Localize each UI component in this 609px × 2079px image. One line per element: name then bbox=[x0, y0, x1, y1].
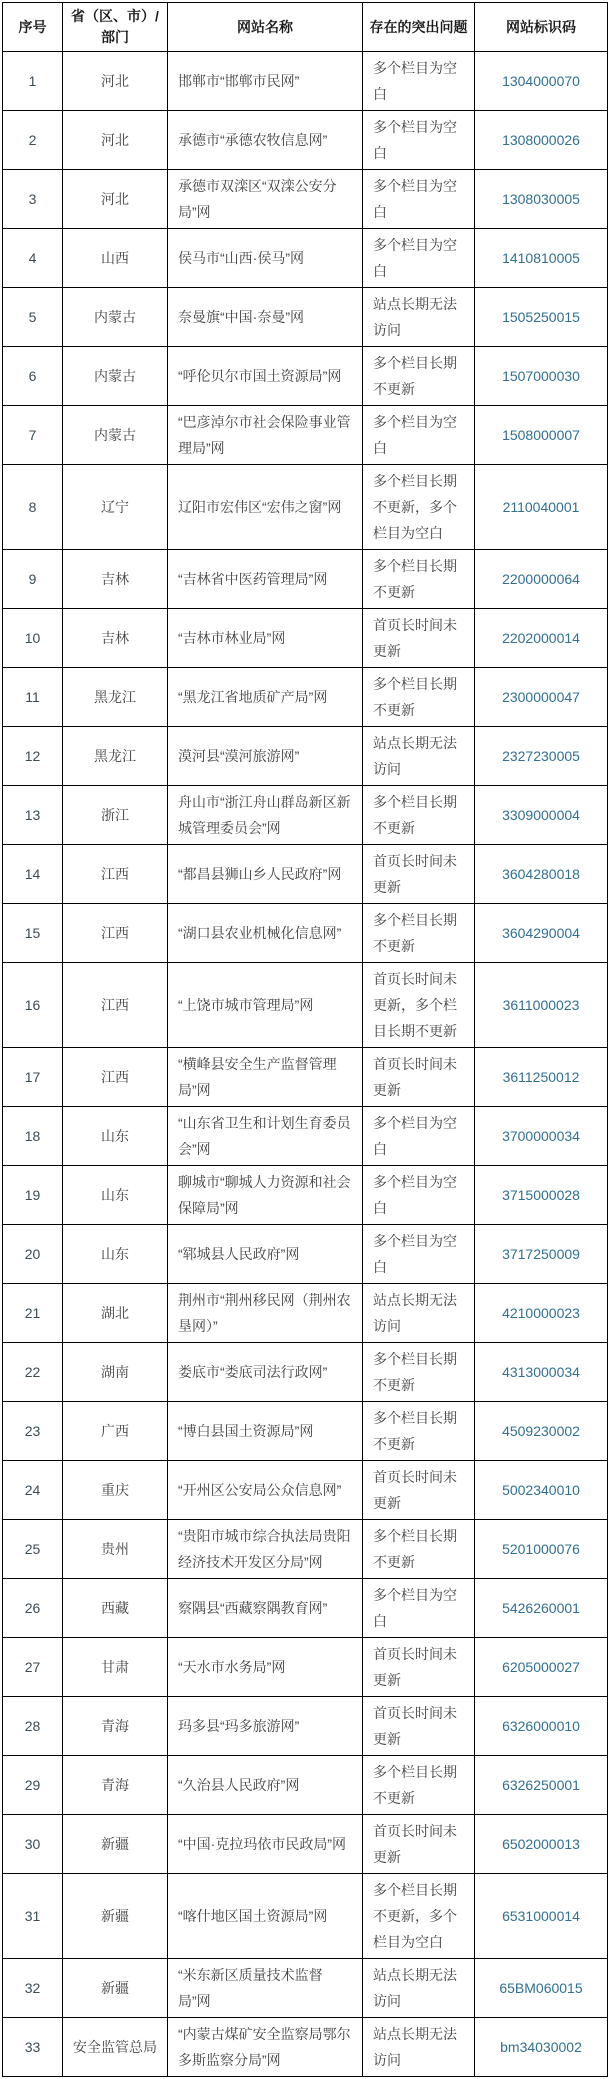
problem-cell: 首页长时间未更新 bbox=[363, 1638, 475, 1697]
site-code-cell: 1505250015 bbox=[475, 288, 608, 347]
site-name-cell: “天水市水务局”网 bbox=[168, 1638, 363, 1697]
table-row bbox=[3, 668, 608, 727]
table-row bbox=[3, 1461, 608, 1520]
table-row bbox=[3, 845, 608, 904]
table-row bbox=[3, 1959, 608, 2018]
site-code-cell: 5426260001 bbox=[475, 1579, 608, 1638]
site-code-cell: 1304000070 bbox=[475, 52, 608, 111]
table-row bbox=[3, 288, 608, 347]
table-row bbox=[3, 229, 608, 288]
problem-cell: 多个栏目长期不更新 bbox=[363, 904, 475, 963]
row-number-cell: 19 bbox=[3, 1166, 63, 1225]
table-row bbox=[3, 1048, 608, 1107]
row-number-cell: 6 bbox=[3, 347, 63, 406]
row-number-cell: 24 bbox=[3, 1461, 63, 1520]
site-code-cell: 3717250009 bbox=[475, 1225, 608, 1284]
region-cell: 贵州 bbox=[63, 1520, 168, 1579]
region-cell: 新疆 bbox=[63, 1874, 168, 1959]
row-number-cell: 22 bbox=[3, 1343, 63, 1402]
problem-cell: 首页长时间未更新 bbox=[363, 609, 475, 668]
site-code-cell: 4313000034 bbox=[475, 1343, 608, 1402]
site-code-cell: 1308000026 bbox=[475, 111, 608, 170]
site-code-cell: bm34030002 bbox=[475, 2018, 608, 2077]
col-header-site-code: 网站标识码 bbox=[475, 3, 608, 52]
region-cell: 内蒙古 bbox=[63, 406, 168, 465]
row-number-cell: 2 bbox=[3, 111, 63, 170]
site-name-cell: 承德市双滦区“双滦公安分局”网 bbox=[168, 170, 363, 229]
row-number-cell: 13 bbox=[3, 786, 63, 845]
region-cell: 青海 bbox=[63, 1697, 168, 1756]
row-number-cell: 10 bbox=[3, 609, 63, 668]
problem-cell: 多个栏目长期不更新 bbox=[363, 347, 475, 406]
site-name-cell: “吉林市林业局”网 bbox=[168, 609, 363, 668]
region-cell: 新疆 bbox=[63, 1815, 168, 1874]
problem-cell: 站点长期无法访问 bbox=[363, 727, 475, 786]
site-code-cell: 3309000004 bbox=[475, 786, 608, 845]
site-name-cell: “内蒙古煤矿安全监察局鄂尔多斯监察分局”网 bbox=[168, 2018, 363, 2077]
region-cell: 安全监管总局 bbox=[63, 2018, 168, 2077]
problem-cell: 站点长期无法访问 bbox=[363, 1959, 475, 2018]
table-row bbox=[3, 1697, 608, 1756]
region-cell: 江西 bbox=[63, 963, 168, 1048]
row-number-cell: 33 bbox=[3, 2018, 63, 2077]
row-number-cell: 8 bbox=[3, 465, 63, 550]
site-name-cell: “呼伦贝尔市国土资源局”网 bbox=[168, 347, 363, 406]
row-number-cell: 31 bbox=[3, 1874, 63, 1959]
col-header-problem: 存在的突出问题 bbox=[363, 3, 475, 52]
region-cell: 内蒙古 bbox=[63, 347, 168, 406]
site-name-cell: 舟山市“浙江舟山群岛新区新城管理委员会”网 bbox=[168, 786, 363, 845]
row-number-cell: 28 bbox=[3, 1697, 63, 1756]
site-name-cell: “湖口县农业机械化信息网” bbox=[168, 904, 363, 963]
region-cell: 甘肃 bbox=[63, 1638, 168, 1697]
region-cell: 重庆 bbox=[63, 1461, 168, 1520]
row-number-cell: 29 bbox=[3, 1756, 63, 1815]
row-number-cell: 9 bbox=[3, 550, 63, 609]
problem-cell: 站点长期无法访问 bbox=[363, 2018, 475, 2077]
site-code-cell: 6326000010 bbox=[475, 1697, 608, 1756]
region-cell: 山东 bbox=[63, 1166, 168, 1225]
site-name-cell: 漠河县“漠河旅游网” bbox=[168, 727, 363, 786]
site-code-cell: 2327230005 bbox=[475, 727, 608, 786]
row-number-cell: 14 bbox=[3, 845, 63, 904]
table-row bbox=[3, 727, 608, 786]
site-name-cell: 辽阳市宏伟区“宏伟之窗”网 bbox=[168, 465, 363, 550]
site-name-cell: “巴彦淖尔市社会保险事业管理局”网 bbox=[168, 406, 363, 465]
site-name-cell: 承德市“承德农牧信息网” bbox=[168, 111, 363, 170]
table-row bbox=[3, 465, 608, 550]
row-number-cell: 1 bbox=[3, 52, 63, 111]
region-cell: 浙江 bbox=[63, 786, 168, 845]
site-name-cell: 察隅县“西藏察隅教育网” bbox=[168, 1579, 363, 1638]
region-cell: 黑龙江 bbox=[63, 668, 168, 727]
site-code-cell: 5002340010 bbox=[475, 1461, 608, 1520]
site-name-cell: “开州区公安局公众信息网” bbox=[168, 1461, 363, 1520]
row-number-cell: 17 bbox=[3, 1048, 63, 1107]
site-code-cell: 3700000034 bbox=[475, 1107, 608, 1166]
table-row bbox=[3, 1402, 608, 1461]
problem-cell: 多个栏目为空白 bbox=[363, 111, 475, 170]
site-code-cell: 3611000023 bbox=[475, 963, 608, 1048]
row-number-cell: 30 bbox=[3, 1815, 63, 1874]
row-number-cell: 12 bbox=[3, 727, 63, 786]
site-code-cell: 3604280018 bbox=[475, 845, 608, 904]
region-cell: 山东 bbox=[63, 1107, 168, 1166]
region-cell: 江西 bbox=[63, 904, 168, 963]
site-code-cell: 2200000064 bbox=[475, 550, 608, 609]
region-cell: 湖北 bbox=[63, 1284, 168, 1343]
row-number-cell: 16 bbox=[3, 963, 63, 1048]
table-row bbox=[3, 1107, 608, 1166]
row-number-cell: 32 bbox=[3, 1959, 63, 2018]
site-name-cell: “黑龙江省地质矿产局”网 bbox=[168, 668, 363, 727]
site-name-cell: “博白县国土资源局”网 bbox=[168, 1402, 363, 1461]
problem-cell: 多个栏目长期不更新 bbox=[363, 1343, 475, 1402]
row-number-cell: 15 bbox=[3, 904, 63, 963]
table-row bbox=[3, 609, 608, 668]
problem-cell: 多个栏目为空白 bbox=[363, 229, 475, 288]
problem-cell: 多个栏目长期不更新 bbox=[363, 1520, 475, 1579]
region-cell: 江西 bbox=[63, 1048, 168, 1107]
table-row bbox=[3, 406, 608, 465]
site-code-cell: 2300000047 bbox=[475, 668, 608, 727]
region-cell: 西藏 bbox=[63, 1579, 168, 1638]
table-row bbox=[3, 1225, 608, 1284]
table-row bbox=[3, 963, 608, 1048]
problem-cell: 首页长时间未更新 bbox=[363, 1697, 475, 1756]
row-number-cell: 11 bbox=[3, 668, 63, 727]
site-name-cell: “吉林省中医药管理局”网 bbox=[168, 550, 363, 609]
row-number-cell: 7 bbox=[3, 406, 63, 465]
site-code-cell: 6531000014 bbox=[475, 1874, 608, 1959]
table-row bbox=[3, 111, 608, 170]
table-row bbox=[3, 550, 608, 609]
problem-cell: 多个栏目长期不更新，多个栏目为空白 bbox=[363, 465, 475, 550]
row-number-cell: 21 bbox=[3, 1284, 63, 1343]
site-code-cell: 3611250012 bbox=[475, 1048, 608, 1107]
region-cell: 广西 bbox=[63, 1402, 168, 1461]
row-number-cell: 4 bbox=[3, 229, 63, 288]
row-number-cell: 3 bbox=[3, 170, 63, 229]
site-name-cell: 荆州市“荆州移民网（荆州农垦网）” bbox=[168, 1284, 363, 1343]
site-name-cell: “米东新区质量技术监督局”网 bbox=[168, 1959, 363, 2018]
problem-cell: 多个栏目为空白 bbox=[363, 1579, 475, 1638]
problem-cell: 多个栏目为空白 bbox=[363, 52, 475, 111]
site-name-cell: “久治县人民政府”网 bbox=[168, 1756, 363, 1815]
table-row bbox=[3, 1520, 608, 1579]
row-number-cell: 23 bbox=[3, 1402, 63, 1461]
site-code-cell: 6502000013 bbox=[475, 1815, 608, 1874]
table-row bbox=[3, 1756, 608, 1815]
site-name-cell: “郓城县人民政府”网 bbox=[168, 1225, 363, 1284]
site-code-cell: 4210000023 bbox=[475, 1284, 608, 1343]
table-row bbox=[3, 1579, 608, 1638]
col-header-number: 序号 bbox=[3, 3, 63, 52]
site-code-cell: 3604290004 bbox=[475, 904, 608, 963]
problem-cell: 站点长期无法访问 bbox=[363, 1284, 475, 1343]
table-row bbox=[3, 786, 608, 845]
region-cell: 青海 bbox=[63, 1756, 168, 1815]
region-cell: 山东 bbox=[63, 1225, 168, 1284]
table-row bbox=[3, 1343, 608, 1402]
region-cell: 河北 bbox=[63, 170, 168, 229]
region-cell: 河北 bbox=[63, 111, 168, 170]
site-name-cell: “贵阳市城市综合执法局贵阳经济技术开发区分局”网 bbox=[168, 1520, 363, 1579]
site-name-cell: 侯马市“山西·侯马”网 bbox=[168, 229, 363, 288]
website-problems-table bbox=[2, 2, 608, 2077]
problem-cell: 多个栏目长期不更新 bbox=[363, 668, 475, 727]
problem-cell: 站点长期无法访问 bbox=[363, 288, 475, 347]
region-cell: 新疆 bbox=[63, 1959, 168, 2018]
problem-cell: 多个栏目为空白 bbox=[363, 406, 475, 465]
site-name-cell: “上饶市城市管理局”网 bbox=[168, 963, 363, 1048]
site-name-cell: 奈曼旗“中国·奈曼”网 bbox=[168, 288, 363, 347]
site-code-cell: 2110040001 bbox=[475, 465, 608, 550]
region-cell: 辽宁 bbox=[63, 465, 168, 550]
site-code-cell: 6326250001 bbox=[475, 1756, 608, 1815]
col-header-region: 省（区、市）/部门 bbox=[63, 3, 168, 52]
problem-cell: 多个栏目为空白 bbox=[363, 1107, 475, 1166]
site-code-cell: 1308030005 bbox=[475, 170, 608, 229]
site-code-cell: 2202000014 bbox=[475, 609, 608, 668]
site-code-cell: 1508000007 bbox=[475, 406, 608, 465]
region-cell: 内蒙古 bbox=[63, 288, 168, 347]
region-cell: 江西 bbox=[63, 845, 168, 904]
row-number-cell: 5 bbox=[3, 288, 63, 347]
problem-cell: 多个栏目长期不更新 bbox=[363, 1756, 475, 1815]
table-row bbox=[3, 1638, 608, 1697]
site-code-cell: 65BM060015 bbox=[475, 1959, 608, 2018]
table-row bbox=[3, 904, 608, 963]
problem-cell: 多个栏目长期不更新 bbox=[363, 1402, 475, 1461]
table-row bbox=[3, 2018, 608, 2077]
problem-cell: 首页长时间未更新 bbox=[363, 1461, 475, 1520]
site-name-cell: “横峰县安全生产监督管理局”网 bbox=[168, 1048, 363, 1107]
col-header-site-name: 网站名称 bbox=[168, 3, 363, 52]
site-name-cell: “中国·克拉玛依市民政局”网 bbox=[168, 1815, 363, 1874]
problem-cell: 首页长时间未更新 bbox=[363, 1048, 475, 1107]
site-name-cell: 娄底市“娄底司法行政网” bbox=[168, 1343, 363, 1402]
region-cell: 吉林 bbox=[63, 550, 168, 609]
site-name-cell: 聊城市“聊城人力资源和社会保障局”网 bbox=[168, 1166, 363, 1225]
site-code-cell: 1507000030 bbox=[475, 347, 608, 406]
site-code-cell: 3715000028 bbox=[475, 1166, 608, 1225]
region-cell: 吉林 bbox=[63, 609, 168, 668]
problem-cell: 多个栏目为空白 bbox=[363, 1166, 475, 1225]
problem-cell: 多个栏目长期不更新 bbox=[363, 550, 475, 609]
table-row bbox=[3, 1166, 608, 1225]
table-body bbox=[3, 52, 608, 2077]
problem-cell: 首页长时间未更新，多个栏目长期不更新 bbox=[363, 963, 475, 1048]
site-name-cell: 玛多县“玛多旅游网” bbox=[168, 1697, 363, 1756]
table-row bbox=[3, 1284, 608, 1343]
site-code-cell: 6205000027 bbox=[475, 1638, 608, 1697]
region-cell: 湖南 bbox=[63, 1343, 168, 1402]
region-cell: 河北 bbox=[63, 52, 168, 111]
site-name-cell: “都昌县狮山乡人民政府”网 bbox=[168, 845, 363, 904]
row-number-cell: 20 bbox=[3, 1225, 63, 1284]
region-cell: 黑龙江 bbox=[63, 727, 168, 786]
row-number-cell: 26 bbox=[3, 1579, 63, 1638]
problem-cell: 多个栏目为空白 bbox=[363, 170, 475, 229]
header-row bbox=[3, 3, 608, 52]
table-row bbox=[3, 1874, 608, 1959]
problem-cell: 首页长时间未更新 bbox=[363, 845, 475, 904]
problem-cell: 多个栏目长期不更新 bbox=[363, 786, 475, 845]
problem-cell: 多个栏目为空白 bbox=[363, 1225, 475, 1284]
table-header bbox=[3, 3, 608, 52]
problem-cell: 首页长时间未更新 bbox=[363, 1815, 475, 1874]
site-name-cell: 邯郸市“邯郸市民网” bbox=[168, 52, 363, 111]
site-code-cell: 4509230002 bbox=[475, 1402, 608, 1461]
table-row bbox=[3, 1815, 608, 1874]
table-row bbox=[3, 347, 608, 406]
site-code-cell: 5201000076 bbox=[475, 1520, 608, 1579]
problem-cell: 多个栏目长期不更新，多个栏目为空白 bbox=[363, 1874, 475, 1959]
table-row bbox=[3, 52, 608, 111]
site-name-cell: “山东省卫生和计划生育委员会”网 bbox=[168, 1107, 363, 1166]
site-name-cell: “喀什地区国土资源局”网 bbox=[168, 1874, 363, 1959]
table-row bbox=[3, 170, 608, 229]
row-number-cell: 18 bbox=[3, 1107, 63, 1166]
row-number-cell: 25 bbox=[3, 1520, 63, 1579]
row-number-cell: 27 bbox=[3, 1638, 63, 1697]
region-cell: 山西 bbox=[63, 229, 168, 288]
site-code-cell: 1410810005 bbox=[475, 229, 608, 288]
